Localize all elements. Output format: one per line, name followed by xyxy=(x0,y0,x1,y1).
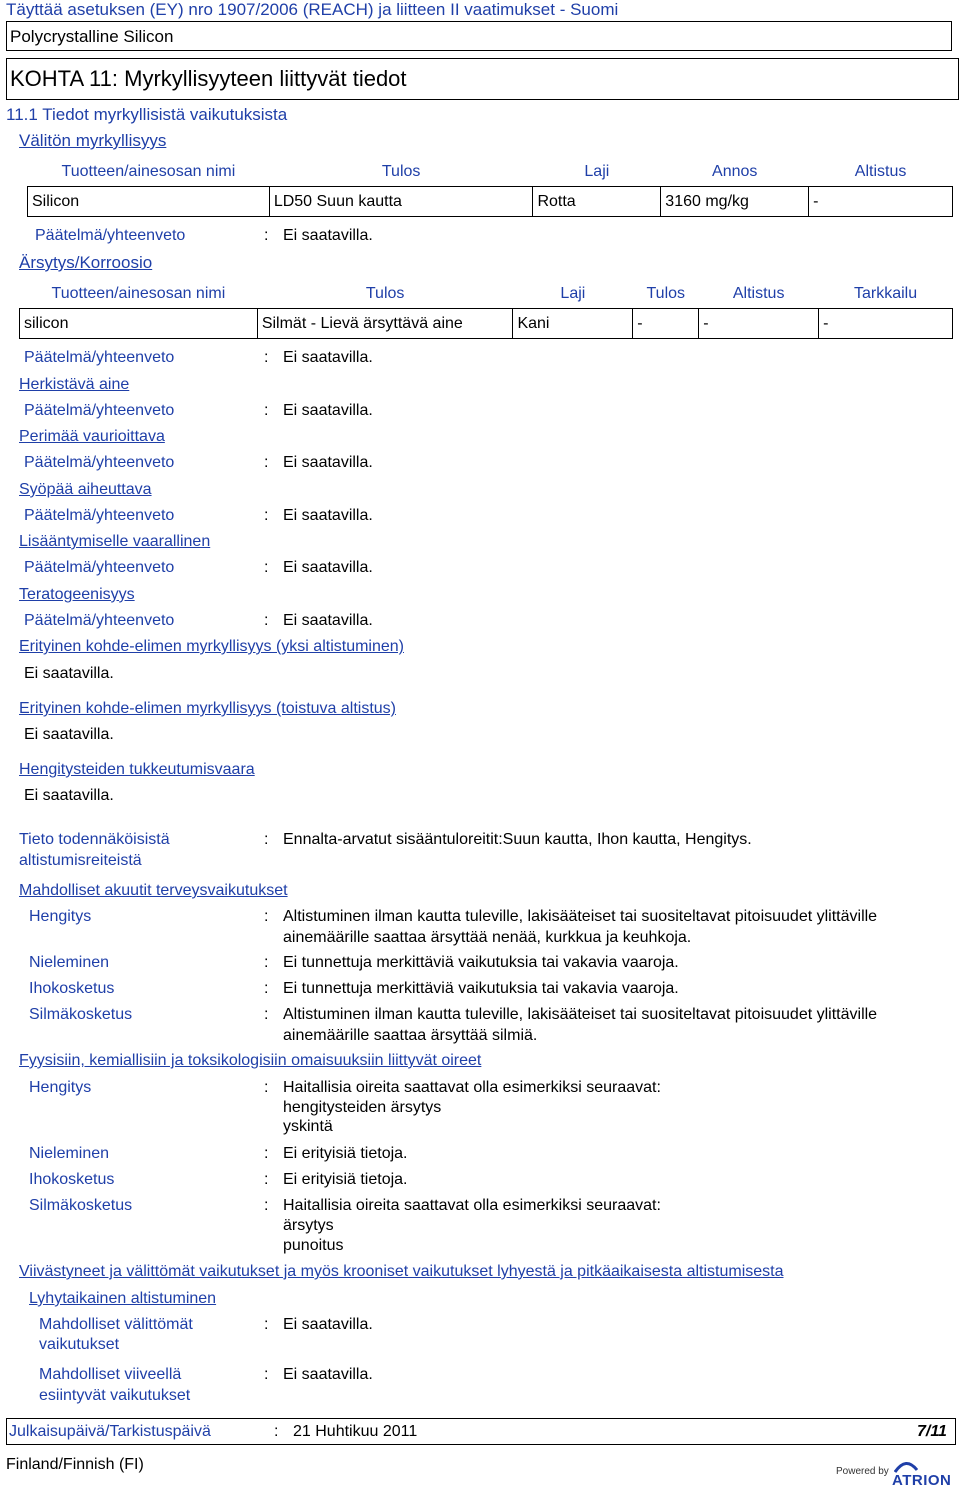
effect-text: ainemäärille saattaa ärsyttää silmiä. xyxy=(283,1027,538,1044)
colon: : xyxy=(274,1423,279,1440)
stot-repeat-value: Ei saatavilla. xyxy=(24,726,114,743)
acute-toxicity-title: Välitön myrkyllisyys xyxy=(19,131,167,150)
section-title-box xyxy=(6,58,959,100)
symptom-text: Ei erityisiä tietoja. xyxy=(283,1171,408,1188)
conclusion-value: Ei saatavilla. xyxy=(283,349,373,366)
column-header: Tarkkailu xyxy=(853,285,918,302)
table-cell: - xyxy=(809,187,953,217)
hazard-title: Herkistävä aine xyxy=(19,376,130,393)
table-header-row xyxy=(20,280,953,309)
page-number: 7/11 xyxy=(917,1423,947,1440)
table-cell: - xyxy=(699,309,819,339)
conclusion-value: Ei saatavilla. xyxy=(283,454,373,471)
routes-label-line2: altistumisreiteistä xyxy=(19,852,142,869)
effect-label: Hengitys xyxy=(29,908,92,925)
symptom-text: hengitysteiden ärsytys xyxy=(283,1099,442,1116)
delayed-label-line: vaikutukset xyxy=(39,1336,120,1353)
hazard-title: Lisääntymiselle vaarallinen xyxy=(19,533,211,550)
colon: : xyxy=(264,559,269,576)
conclusion-value: Ei saatavilla. xyxy=(283,507,373,524)
table-cell: silicon xyxy=(20,309,258,339)
subsection-title: 11.1 Tiedot myrkyllisistä vaikutuksista xyxy=(6,105,288,124)
table-header-row xyxy=(28,158,953,187)
conclusion-value: Ei saatavilla. xyxy=(283,559,373,576)
hazard-title: Teratogeenisyys xyxy=(19,586,135,603)
delayed-value: Ei saatavilla. xyxy=(283,1316,373,1333)
symptom-label: Hengitys xyxy=(29,1079,92,1096)
effect-text: Altistuminen ilman kautta tuleville, lakisääteiset tai suositeltavat pitoisuudet ylittäville xyxy=(283,1006,878,1023)
table-cell: LD50 Suun kautta xyxy=(269,187,533,217)
effect-text: Ei tunnettuja merkittäviä vaikutuksia tai vakavia vaaroja. xyxy=(283,954,679,971)
product-name-box xyxy=(6,21,952,51)
stot-single-value: Ei saatavilla. xyxy=(24,665,114,682)
stot-repeat-title: Erityinen kohde-elimen myrkyllisyys (toistuva altistus) xyxy=(19,700,396,717)
conclusion-label: Päätelmä/yhteenveto xyxy=(35,227,186,244)
hazard-title: Perimää vaurioittava xyxy=(19,428,165,445)
symptom-label: Nieleminen xyxy=(29,1145,110,1162)
irritation-title: Ärsytys/Korroosio xyxy=(19,253,153,272)
symptoms-title: Fyysisiin, kemiallisiin ja toksikologisiin omaisuuksiin liittyvät oireet xyxy=(19,1052,482,1069)
aspiration-title: Hengitysteiden tukkeutumisvaara xyxy=(19,761,255,778)
stot-single-title: Erityinen kohde-elimen myrkyllisyys (yksi altistuminen) xyxy=(19,638,404,655)
colon: : xyxy=(264,1006,269,1023)
column-header: Annos xyxy=(712,163,758,180)
effect-text: Ei tunnettuja merkittäviä vaikutuksia tai vakavia vaaroja. xyxy=(283,980,679,997)
table-cell: - xyxy=(633,309,699,339)
colon: : xyxy=(264,227,269,244)
conclusion-label: Päätelmä/yhteenveto xyxy=(24,507,175,524)
colon: : xyxy=(264,1171,269,1188)
column-header: Altistus xyxy=(732,285,785,302)
product-name: Polycrystalline Silicon xyxy=(10,27,174,46)
symptom-label: Ihokosketus xyxy=(29,1171,115,1188)
locale-label: Finland/Finnish (FI) xyxy=(6,1456,144,1473)
column-header: Tulos xyxy=(365,285,405,302)
effect-label: Ihokosketus xyxy=(29,980,115,997)
brand-name: ATRION xyxy=(892,1472,952,1489)
delayed-label-line: esiintyvät vaikutukset xyxy=(39,1387,191,1404)
delayed-label-line: Mahdolliset välittömät xyxy=(39,1316,193,1333)
colon: : xyxy=(264,1079,269,1096)
colon: : xyxy=(264,349,269,366)
symptom-text: Haitallisia oireita saattavat olla esimerkiksi seuraavat: xyxy=(283,1079,661,1096)
table-cell: 3160 mg/kg xyxy=(661,187,809,217)
colon: : xyxy=(264,980,269,997)
table-row xyxy=(20,309,953,339)
atrion-logo xyxy=(836,1460,958,1490)
aspiration-value: Ei saatavilla. xyxy=(24,787,114,804)
column-header: Tulos xyxy=(646,285,686,302)
symptom-text: Ei erityisiä tietoja. xyxy=(283,1145,408,1162)
routes-label-line1: Tieto todennäköisistä xyxy=(19,831,170,848)
colon: : xyxy=(264,402,269,419)
acute-toxicity-table xyxy=(27,158,953,217)
table-cell: Kani xyxy=(513,309,633,339)
symptom-text: yskintä xyxy=(283,1118,333,1135)
conclusion-value: Ei saatavilla. xyxy=(283,227,373,244)
table-cell: - xyxy=(819,309,953,339)
routes-value: Ennalta-arvatut sisääntuloreitit:Suun kautta, Ihon kautta, Hengitys. xyxy=(283,831,752,848)
short-term-title: Lyhytaikainen altistuminen xyxy=(29,1290,217,1307)
hazard-title: Syöpää aiheuttava xyxy=(19,481,152,498)
effect-text: ainemäärille saattaa ärsyttää nenää, kurkkua ja keuhkoja. xyxy=(283,929,692,946)
symptom-text: Haitallisia oireita saattavat olla esimerkiksi seuraavat: xyxy=(283,1197,661,1214)
table-cell: Silicon xyxy=(28,187,270,217)
conclusion-label: Päätelmä/yhteenveto xyxy=(24,454,175,471)
colon: : xyxy=(264,454,269,471)
column-header: Laji xyxy=(584,163,610,180)
acute-effects-title: Mahdolliset akuutit terveysvaikutukset xyxy=(19,882,288,899)
symptom-text: punoitus xyxy=(283,1237,344,1254)
delayed-effects-title: Viivästyneet ja välittömät vaikutukset ja myös krooniset vaikutukset lyhyestä ja pitkäaikaisesta altistumisesta xyxy=(19,1263,784,1280)
symptom-label: Silmäkosketus xyxy=(29,1197,133,1214)
conclusion-label: Päätelmä/yhteenveto xyxy=(24,402,175,419)
colon: : xyxy=(264,507,269,524)
date-label: Julkaisupäivä/Tarkistuspäivä xyxy=(9,1423,211,1440)
column-header: Tuotteen/ainesosan nimi xyxy=(51,285,226,302)
colon: : xyxy=(264,612,269,629)
date-value: 21 Huhtikuu 2011 xyxy=(293,1423,418,1440)
effect-text: Altistuminen ilman kautta tuleville, lakisääteiset tai suositeltavat pitoisuudet ylittäville xyxy=(283,908,878,925)
effect-label: Silmäkosketus xyxy=(29,1006,133,1023)
symptom-text: ärsytys xyxy=(283,1217,334,1234)
table-cell: Rotta xyxy=(533,187,661,217)
delayed-label-line: Mahdolliset viiveellä xyxy=(39,1366,182,1383)
colon: : xyxy=(264,1197,269,1214)
table-row xyxy=(28,187,953,217)
colon: : xyxy=(264,954,269,971)
colon: : xyxy=(264,831,269,848)
colon: : xyxy=(264,908,269,925)
column-header: Tulos xyxy=(381,163,421,180)
conclusion-label: Päätelmä/yhteenveto xyxy=(24,349,175,366)
colon: : xyxy=(264,1145,269,1162)
column-header: Laji xyxy=(560,285,586,302)
footer-box xyxy=(6,1418,956,1445)
conclusion-label: Päätelmä/yhteenveto xyxy=(24,559,175,576)
delayed-value: Ei saatavilla. xyxy=(283,1366,373,1383)
colon: : xyxy=(264,1316,269,1333)
section-title: KOHTA 11: Myrkyllisyyteen liittyvät tiedot xyxy=(10,66,407,91)
effect-label: Nieleminen xyxy=(29,954,110,971)
irritation-table xyxy=(19,280,953,339)
conclusion-value: Ei saatavilla. xyxy=(283,402,373,419)
column-header: Altistus xyxy=(854,163,907,180)
table-cell: Silmät - Lievä ärsyttävä aine xyxy=(257,309,513,339)
conclusion-value: Ei saatavilla. xyxy=(283,612,373,629)
powered-by-text: Powered by xyxy=(836,1466,889,1477)
colon: : xyxy=(264,1366,269,1383)
conclusion-label: Päätelmä/yhteenveto xyxy=(24,612,175,629)
column-header: Tuotteen/ainesosan nimi xyxy=(61,163,236,180)
regulation-header: Täyttää asetuksen (EY) nro 1907/2006 (REACH) ja liitteen II vaatimukset - Suomi xyxy=(6,0,619,19)
